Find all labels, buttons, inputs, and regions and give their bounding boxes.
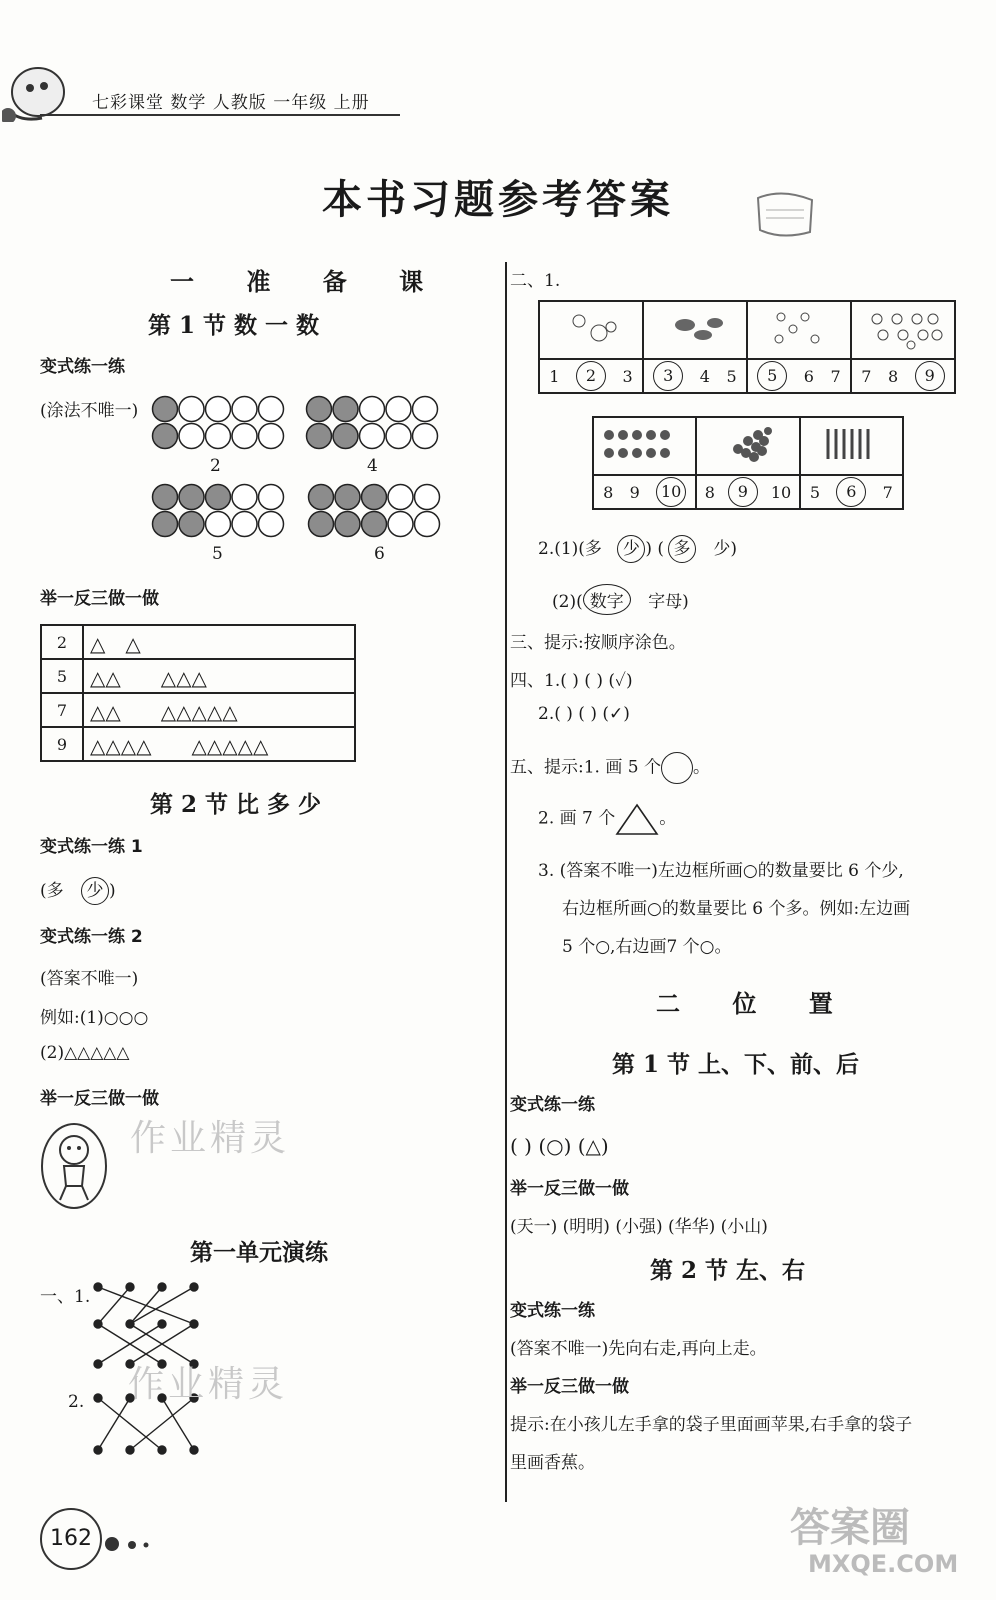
page-title: 本书习题参考答案 bbox=[322, 176, 674, 223]
u2-tip-line1: 提示:在小孩儿左手拿的袋子里面画苹果,右手拿的袋子 bbox=[510, 1415, 913, 1435]
si2-answer: 2.( ) ( ) (✓) bbox=[538, 704, 630, 724]
wu3-line3: 5 个○,右边画7 个○。 bbox=[562, 937, 732, 957]
wu2-tip bbox=[538, 802, 676, 836]
empty-circle bbox=[179, 424, 204, 449]
duo-shao-answer bbox=[40, 876, 116, 905]
empty-circle bbox=[388, 485, 413, 510]
filled-circle bbox=[153, 512, 178, 537]
page-number: 162 bbox=[40, 1508, 102, 1570]
number: 7 bbox=[830, 366, 841, 386]
empty-circle bbox=[415, 485, 440, 510]
circled-number: 9 bbox=[915, 361, 945, 391]
bianshi2-label: 变式练一练 2 bbox=[40, 927, 143, 947]
circled-duo: 多 bbox=[668, 535, 696, 563]
number: 5 bbox=[809, 482, 820, 502]
note-daan: (答案不唯一) bbox=[40, 969, 139, 989]
er2-1-mid: ) ( bbox=[645, 539, 665, 559]
table-row bbox=[41, 693, 355, 727]
number-cell bbox=[696, 475, 799, 509]
row-triangles: △△ △△△△△ bbox=[83, 693, 355, 727]
count-table-1 bbox=[538, 300, 956, 394]
filled-circle bbox=[307, 397, 332, 422]
circled-number: 10 bbox=[656, 477, 686, 507]
circle-label-4: 6 bbox=[374, 544, 385, 564]
u2-section1-title: 第 1 节 上、下、前、后 bbox=[612, 1051, 860, 1078]
header-rule bbox=[40, 114, 400, 116]
bianshi1-label: 变式练一练 1 bbox=[40, 837, 143, 857]
row-triangles: △△△△ △△△△△ bbox=[83, 727, 355, 761]
u2-answer2: (答案不唯一)先向右走,再向上走。 bbox=[510, 1339, 767, 1359]
empty-circle bbox=[413, 424, 438, 449]
u2-juyi2-label: 举一反三做一做 bbox=[510, 1377, 629, 1397]
wu3-line1: 3. (答案不唯一)左边框所画○的数量要比 6 个少, bbox=[538, 861, 904, 881]
filled-circle bbox=[307, 424, 332, 449]
empty-circle bbox=[232, 512, 257, 537]
example2: (2)△△△△△ bbox=[40, 1043, 130, 1063]
circle-shape-icon bbox=[661, 752, 693, 784]
circled-number: 9 bbox=[728, 477, 758, 507]
circle-label-3: 5 bbox=[212, 544, 223, 564]
wu3-line2: 右边框所画○的数量要比 6 个多。例如:左边画 bbox=[562, 899, 911, 919]
empty-circle bbox=[259, 485, 284, 510]
watermark-url: MXQE.COM bbox=[808, 1550, 959, 1578]
er2-1-suffix: 少) bbox=[713, 539, 738, 559]
circle-label-1: 2 bbox=[210, 456, 221, 476]
wu1-tip bbox=[510, 752, 710, 784]
row-number: 5 bbox=[41, 659, 83, 693]
empty-circle bbox=[360, 397, 385, 422]
number: 6 bbox=[803, 366, 814, 386]
er2-1-prefix: 2.(1)(多 bbox=[538, 539, 602, 559]
filled-circle bbox=[153, 424, 178, 449]
empty-circle bbox=[388, 512, 413, 537]
u2-section2-title: 第 2 节 左、右 bbox=[650, 1257, 806, 1284]
number: 1 bbox=[549, 366, 560, 386]
u2-names: (天一) (明明) (小强) (华华) (小山) bbox=[510, 1217, 768, 1237]
picture-cell-fruits bbox=[851, 301, 955, 359]
empty-circle bbox=[415, 512, 440, 537]
unit2-title: 二 位 置 bbox=[656, 989, 855, 1018]
picture-cell-pencils bbox=[800, 417, 903, 475]
wu1-end: 。 bbox=[692, 757, 710, 778]
mascot-icon bbox=[2, 52, 72, 122]
wu1-text: 五、提示:1. 画 5 个 bbox=[510, 757, 661, 778]
note-tu: (涂法不唯一) bbox=[40, 401, 139, 421]
watermark-daanquan: 答案圈 bbox=[790, 1505, 910, 1551]
example1: 例如:(1)○○○ bbox=[40, 1008, 149, 1028]
table-row bbox=[41, 659, 355, 693]
number-cell bbox=[800, 475, 903, 509]
empty-circle bbox=[206, 397, 231, 422]
er2-1-answer bbox=[538, 534, 737, 563]
number-cell bbox=[747, 359, 851, 393]
u2-juyi-label: 举一反三做一做 bbox=[510, 1179, 629, 1199]
filled-circle bbox=[362, 512, 387, 537]
number-cell bbox=[539, 359, 643, 393]
filled-circle bbox=[362, 485, 387, 510]
filled-circle bbox=[335, 485, 360, 510]
section1-title: 第 1 节 数 一 数 bbox=[148, 312, 320, 339]
close-paren: ) bbox=[109, 881, 116, 901]
number: 8 bbox=[704, 482, 715, 502]
unit-exercise-title: 第一单元演练 bbox=[190, 1239, 328, 1266]
watermark-zuoye-2: 作业精灵 bbox=[128, 1364, 289, 1405]
number: 5 bbox=[726, 366, 737, 386]
filled-circle bbox=[153, 485, 178, 510]
picture-cell-dots bbox=[593, 417, 696, 475]
section2-title: 第 2 节 比 多 少 bbox=[150, 791, 322, 818]
er1-label: 二、1. bbox=[510, 271, 561, 291]
wu2-end: 。 bbox=[659, 808, 677, 829]
empty-circle bbox=[179, 397, 204, 422]
filled-circle bbox=[309, 485, 334, 510]
filled-circle bbox=[335, 512, 360, 537]
empty-circle bbox=[206, 512, 231, 537]
page-dots-icon bbox=[104, 1536, 154, 1556]
filled-circle bbox=[309, 512, 334, 537]
number: 9 bbox=[629, 482, 640, 502]
duo-text: (多 bbox=[40, 881, 64, 901]
empty-circle bbox=[259, 512, 284, 537]
filled-circle bbox=[333, 424, 358, 449]
si1-answer: 四、1.( ) ( ) (✓) bbox=[510, 671, 633, 691]
u2-bianshi-label: 变式练一练 bbox=[510, 1095, 595, 1115]
table-row bbox=[41, 625, 355, 659]
er2-2-answer bbox=[552, 584, 689, 615]
number: 7 bbox=[882, 482, 893, 502]
number-cell bbox=[851, 359, 955, 393]
filled-circle bbox=[179, 512, 204, 537]
column-divider bbox=[505, 262, 507, 1502]
empty-circle bbox=[413, 397, 438, 422]
unit1-title: 一 准 备 课 bbox=[170, 267, 446, 296]
row-number: 2 bbox=[41, 625, 83, 659]
number: 3 bbox=[622, 366, 633, 386]
row-number: 7 bbox=[41, 693, 83, 727]
row-triangles: △ △ bbox=[83, 625, 355, 659]
empty-circle bbox=[206, 424, 231, 449]
empty-circle bbox=[386, 397, 411, 422]
empty-circle bbox=[232, 424, 257, 449]
u2-answer: ( ) (○) (△) bbox=[510, 1134, 609, 1158]
filled-circle bbox=[153, 397, 178, 422]
empty-circle bbox=[386, 424, 411, 449]
circled-number: 5 bbox=[757, 361, 787, 391]
count-table-2 bbox=[592, 416, 904, 510]
triangle-shape-icon bbox=[615, 802, 659, 836]
empty-circle bbox=[232, 485, 257, 510]
picture-cell-grapes bbox=[696, 417, 799, 475]
wu2-text: 2. 画 7 个 bbox=[538, 808, 616, 829]
filled-circle bbox=[206, 485, 231, 510]
number: 10 bbox=[770, 482, 792, 502]
circled-shao: 少 bbox=[81, 877, 109, 905]
table-row bbox=[41, 727, 355, 761]
circled-number: 6 bbox=[836, 477, 866, 507]
row-number: 9 bbox=[41, 727, 83, 761]
circled-shuzi: 数字 bbox=[583, 584, 631, 615]
circled-shao: 少 bbox=[617, 535, 645, 563]
filled-circle bbox=[333, 397, 358, 422]
q2-label: 2. bbox=[68, 1392, 85, 1412]
number: 8 bbox=[603, 482, 614, 502]
juyi2-label: 举一反三做一做 bbox=[40, 1089, 159, 1109]
number: 4 bbox=[699, 366, 710, 386]
bianshi-label: 变式练一练 bbox=[40, 357, 125, 377]
circled-number: 3 bbox=[653, 361, 683, 391]
juyi-label: 举一反三做一做 bbox=[40, 589, 159, 609]
number-cell bbox=[643, 359, 747, 393]
bear-mascot-icon bbox=[38, 1120, 110, 1216]
picture-cell-flowers bbox=[747, 301, 851, 359]
watermark-zuoye-1: 作业精灵 bbox=[130, 1118, 291, 1159]
er2-2-prefix: (2)( bbox=[552, 592, 583, 612]
circle-label-2: 4 bbox=[367, 456, 378, 476]
picture-cell-tortoise bbox=[643, 301, 747, 359]
row-triangles: △△ △△△ bbox=[83, 659, 355, 693]
circled-number: 2 bbox=[576, 361, 606, 391]
empty-circle bbox=[259, 397, 284, 422]
filled-circle bbox=[179, 485, 204, 510]
stamp-icon bbox=[752, 188, 818, 244]
empty-circle bbox=[360, 424, 385, 449]
picture-cell-mushroom bbox=[539, 301, 643, 359]
empty-circle bbox=[232, 397, 257, 422]
number-cell bbox=[593, 475, 696, 509]
triangle-table bbox=[40, 624, 356, 762]
number: 7 bbox=[861, 366, 872, 386]
u2-tip-line2: 里画香蕉。 bbox=[510, 1453, 595, 1473]
circle-grids bbox=[150, 392, 450, 572]
u2-bianshi2-label: 变式练一练 bbox=[510, 1301, 595, 1321]
empty-circle bbox=[259, 424, 284, 449]
number: 8 bbox=[887, 366, 899, 386]
san-tip: 三、提示:按顺序涂色。 bbox=[510, 633, 686, 653]
q1-label: 一、1. bbox=[40, 1287, 91, 1307]
er2-2-suffix: 字母) bbox=[648, 592, 689, 612]
header-book-info: 七彩课堂 数学 人教版 一年级 上册 bbox=[92, 93, 370, 113]
